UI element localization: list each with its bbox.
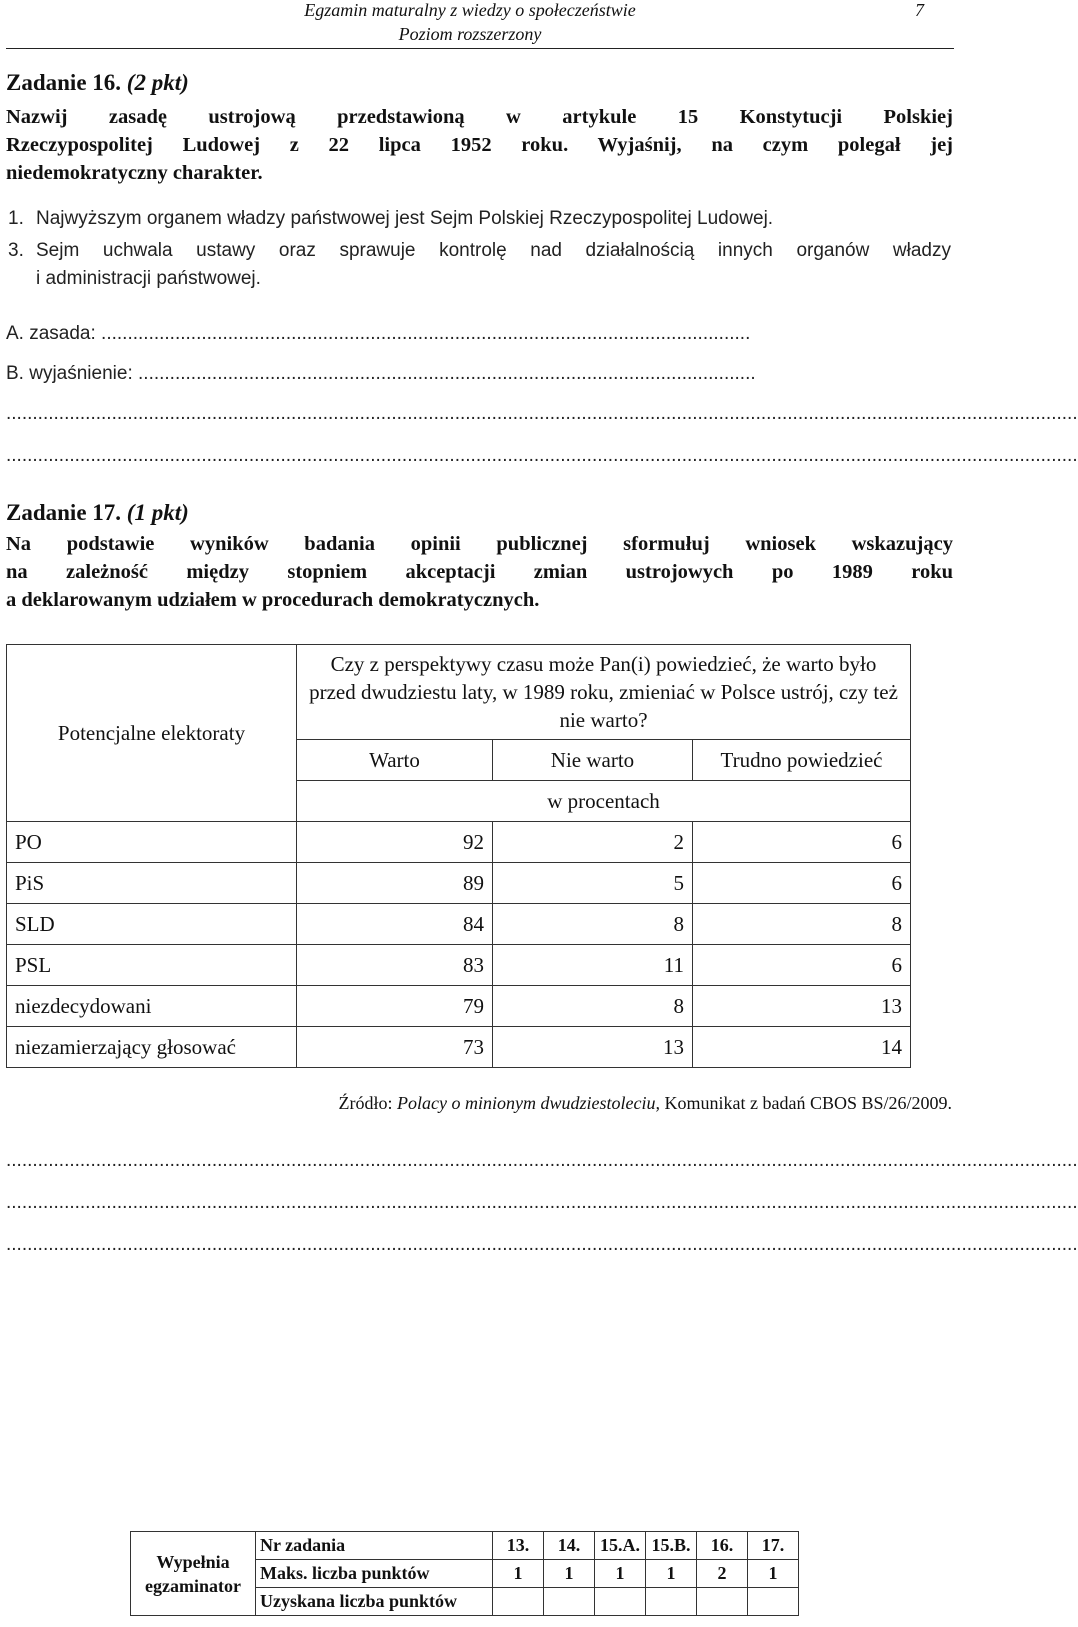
- task17-number: Zadanie 17.: [6, 500, 122, 525]
- cell-value: 89: [297, 863, 493, 904]
- option-trudno-powiedziec: Trudno powiedzieć: [693, 740, 911, 781]
- cell-value: 8: [693, 904, 911, 945]
- source-suffix: Komunikat z badań CBOS BS/26/2009.: [660, 1093, 952, 1113]
- max-points: 1: [646, 1560, 697, 1588]
- max-points: 1: [544, 1560, 595, 1588]
- cell-value: 2: [493, 822, 693, 863]
- exam-title: Egzamin maturalny z wiedzy o społeczeństwie: [304, 0, 636, 20]
- task17-points: (1 pkt): [126, 500, 189, 525]
- instruction-line: niedemokratyczny charakter.: [6, 162, 263, 184]
- row-label: niezdecydowani: [7, 986, 297, 1027]
- obtained-points-cell[interactable]: [493, 1588, 544, 1616]
- cell-value: 13: [493, 1027, 693, 1068]
- table-row: [7, 822, 911, 863]
- task17-instruction: [6, 530, 953, 614]
- cell-value: 13: [693, 986, 911, 1027]
- cell-value: 6: [693, 822, 911, 863]
- unit-label: w procentach: [297, 781, 911, 822]
- source-title: Polacy o minionym dwudziestoleciu,: [397, 1093, 660, 1113]
- survey-table: [6, 644, 911, 1068]
- row-header-max-points: Maks. liczba punktów: [256, 1560, 493, 1588]
- task-number: 16.: [697, 1532, 748, 1560]
- page-number: 7: [915, 0, 924, 20]
- obtained-points-cell[interactable]: [595, 1588, 646, 1616]
- instruction-line: Rzeczypospolitej Ludowej z 22 lipca 1952 roku. Wyjaśnij, na czym polegał jej: [6, 134, 953, 156]
- instruction-line: Nazwij zasadę ustrojową przedstawioną w artykule 15 Konstytucji Polskiej: [6, 106, 953, 128]
- task-number: 15.B.: [646, 1532, 697, 1560]
- table-row: [7, 904, 911, 945]
- exam-level: Poziom rozszerzony: [398, 24, 542, 44]
- article-1-text: Najwyższym organem władzy państwowej jest Sejm Polskiej Rzeczypospolitej Ludowej.: [36, 208, 774, 229]
- cell-value: 92: [297, 822, 493, 863]
- answer-line[interactable]: ...........................................................................................................................................................................................................: [6, 1150, 1078, 1171]
- row-header-task-numbers: Nr zadania: [256, 1532, 493, 1560]
- article-3-number: 3.: [8, 240, 24, 261]
- cell-value: 84: [297, 904, 493, 945]
- answer-a-line[interactable]: A. zasada: ...........................................................................................................................: [6, 323, 751, 344]
- option-nie-warto: Nie warto: [493, 740, 693, 781]
- scoring-table: [130, 1531, 799, 1616]
- obtained-points-cell[interactable]: [544, 1588, 595, 1616]
- max-points: 1: [595, 1560, 646, 1588]
- cell-value: 8: [493, 904, 693, 945]
- task16-number: Zadanie 16.: [6, 70, 122, 95]
- cell-value: 8: [493, 986, 693, 1027]
- cell-value: 14: [693, 1027, 911, 1068]
- task-number: 15.A.: [595, 1532, 646, 1560]
- task16-instruction: [6, 103, 953, 187]
- cell-value: 6: [693, 863, 911, 904]
- table-row: [7, 1027, 911, 1068]
- cell-value: 73: [297, 1027, 493, 1068]
- answer-line[interactable]: ...........................................................................................................................................................................................................: [6, 1234, 1078, 1255]
- row-label: SLD: [7, 904, 297, 945]
- col-header-electorates: Potencjalne elektoraty: [7, 645, 297, 822]
- cell-value: 5: [493, 863, 693, 904]
- header-rule: [6, 48, 954, 49]
- obtained-points-cell[interactable]: [646, 1588, 697, 1616]
- task-number: 17.: [748, 1532, 799, 1560]
- cell-value: 11: [493, 945, 693, 986]
- max-points: 1: [493, 1560, 544, 1588]
- cell-value: 79: [297, 986, 493, 1027]
- answer-line[interactable]: ...........................................................................................................................................................................................................: [6, 445, 1078, 466]
- instruction-line: a deklarowanym udziałem w procedurach demokratycznych.: [6, 589, 540, 611]
- task-number: 14.: [544, 1532, 595, 1560]
- survey-question: Czy z perspektywy czasu może Pan(i) powiedzieć, że warto było przed dwudziestu laty, w 1989 roku, zmieniać w Polsce ustrój, czy też nie warto?: [297, 645, 911, 740]
- row-label: PSL: [7, 945, 297, 986]
- row-label: niezamierzający głosować: [7, 1027, 297, 1068]
- article-3-text-cont: i administracji państwowej.: [36, 268, 261, 289]
- task17-title: [6, 500, 189, 526]
- task-number: 13.: [493, 1532, 544, 1560]
- table-row: [7, 986, 911, 1027]
- source-prefix: Źródło:: [338, 1093, 398, 1113]
- option-warto: Warto: [297, 740, 493, 781]
- instruction-line: Na podstawie wyników badania opinii publicznej sformułuj wniosek wskazujący: [6, 533, 953, 555]
- task16-title: [6, 70, 189, 96]
- row-label: PO: [7, 822, 297, 863]
- cell-value: 6: [693, 945, 911, 986]
- article-1-number: 1.: [8, 208, 24, 229]
- cell-value: 83: [297, 945, 493, 986]
- answer-b-line[interactable]: B. wyjaśnienie: .....................................................................................................................: [6, 363, 756, 384]
- answer-line[interactable]: ...........................................................................................................................................................................................................: [6, 403, 1078, 424]
- source-citation: [339, 1093, 952, 1114]
- row-label: PiS: [7, 863, 297, 904]
- obtained-points-cell[interactable]: [748, 1588, 799, 1616]
- max-points: 2: [697, 1560, 748, 1588]
- max-points: 1: [748, 1560, 799, 1588]
- task16-points: (2 pkt): [126, 70, 189, 95]
- row-header-obtained-points: Uzyskana liczba punktów: [256, 1588, 493, 1616]
- instruction-line: na zależność między stopniem akceptacji zmian ustrojowych po 1989 roku: [6, 561, 953, 583]
- examiner-label: Wypełnia egzaminator: [131, 1532, 256, 1616]
- table-row: [7, 945, 911, 986]
- answer-line[interactable]: ...........................................................................................................................................................................................................: [6, 1192, 1078, 1213]
- table-row: [7, 863, 911, 904]
- article-3-text: Sejm uchwala ustawy oraz sprawuje kontrolę nad działalnością innych organów władzy: [36, 240, 951, 261]
- obtained-points-cell[interactable]: [697, 1588, 748, 1616]
